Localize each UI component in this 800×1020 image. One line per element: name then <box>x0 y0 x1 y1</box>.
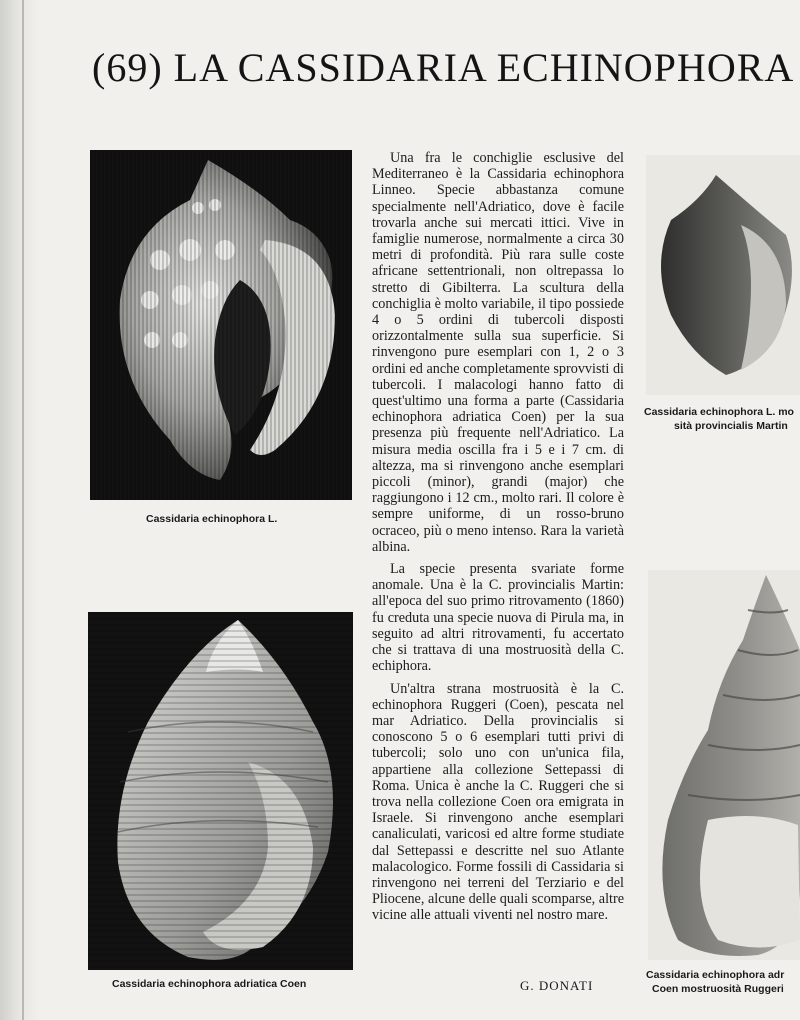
author-signature: G. DONATI <box>520 978 594 993</box>
shell-photo-adriatica <box>88 612 353 970</box>
caption-photo-provincialis <box>644 405 800 433</box>
shell-illustration-provincialis <box>646 155 800 395</box>
book-gutter <box>0 0 40 1020</box>
shell-illustration-echinophora <box>90 150 352 500</box>
caption-ruggeri-line1: Cassidaria echinophora adr <box>646 969 785 981</box>
caption-provincialis-line1: Cassidaria echinophora L. mo <box>644 406 794 418</box>
shell-photo-ruggeri <box>648 570 800 960</box>
caption-provincialis-line2: sità provincialis Martin <box>674 420 788 432</box>
article-paragraph-3: Un'altra strana mostruosità è la C. echinophora Ruggeri (Coen), pescata nel mar Adriatico. Della provincialis si conoscono 5 o 6 esemplari tutti privi di tubercoli; solo uno con un'unica fila, appartiene alla collezione Settepassi di Roma. Unica è anche la C. Ruggeri che si trova nella collezione Coen ora emigrata in Israele. Si rinvengono anche esemplari canaliculati, varicosi ed altre forme studiate dal Settepassi e descritte nel suo Atlante malacologico. Forme fossili di Cassidaria si rinvengono nei terreni del Terziario e del Pliocene, alcune delle quali scomparse, altre vicine alle attuali viventi nel nostro mare. <box>372 680 624 924</box>
shell-photo-provincialis <box>646 155 800 395</box>
caption-photo-ruggeri <box>646 968 800 996</box>
caption-photo-adriatica: Cassidaria echinophora adriatica Coen <box>112 978 307 990</box>
shell-illustration-ruggeri <box>648 570 800 960</box>
shell-illustration-adriatica <box>88 612 353 970</box>
gutter-fold <box>22 0 24 1020</box>
page-title: (69) LA CASSIDARIA ECHINOPHORA <box>92 45 795 90</box>
caption-ruggeri-line2: Coen mostruosità Ruggeri <box>652 983 784 995</box>
caption-photo-echinophora: Cassidaria echinophora L. <box>146 513 278 525</box>
article-paragraph-1: Una fra le conchiglie esclusive del Mediterraneo è la Cassidaria echinophora Linneo. Specie abbastanza comune specialmente nell'Adriatico, dove è facile trovarla anche sui mercati ittici. Vive in famiglie numerose, normalmente a circa 30 metri di profondità. Più rara sulle coste africane settentrionali, non oltrepassa lo stretto di Gibilterra. La scultura della conchiglia è molto variabile, il tipo possiede 4 o 5 ordini di tubercoli disposti orizzontalmente sulla sua superficie. Si rinvengono pure esemplari con 1, 2 o 3 ordini ed anche completamente sprovvisti di tubercoli. I malacologi hanno fatto di quest'ultimo una forma a parte (Cassidaria echinophora adriatica Coen) per la sua presenza più frequente nell'Adriatico. La misura media oscilla fra i 5 e i 7 cm. di altezza, ma si rinvengono anche esemplari piccoli (minor), grandi (major) che raggiungono i 12 cm., molto rari. Il colore è sempre uniforme, di un rosso-bruno ocraceo, più o meno intenso. Rara la varietà albina. <box>372 150 624 555</box>
article-paragraph-2: La specie presenta svariate forme anomale. Una è la C. provincialis Martin: all'epoca del suo primo ritrovamento (1860) fu creduta una specie nuova di Pirula ma, in seguito ad altri ritrovamenti, fu accertato che si trattava di una mostruosità della C. echiphora. <box>372 561 624 675</box>
shell-photo-echinophora <box>90 150 352 500</box>
article-body <box>372 150 624 930</box>
